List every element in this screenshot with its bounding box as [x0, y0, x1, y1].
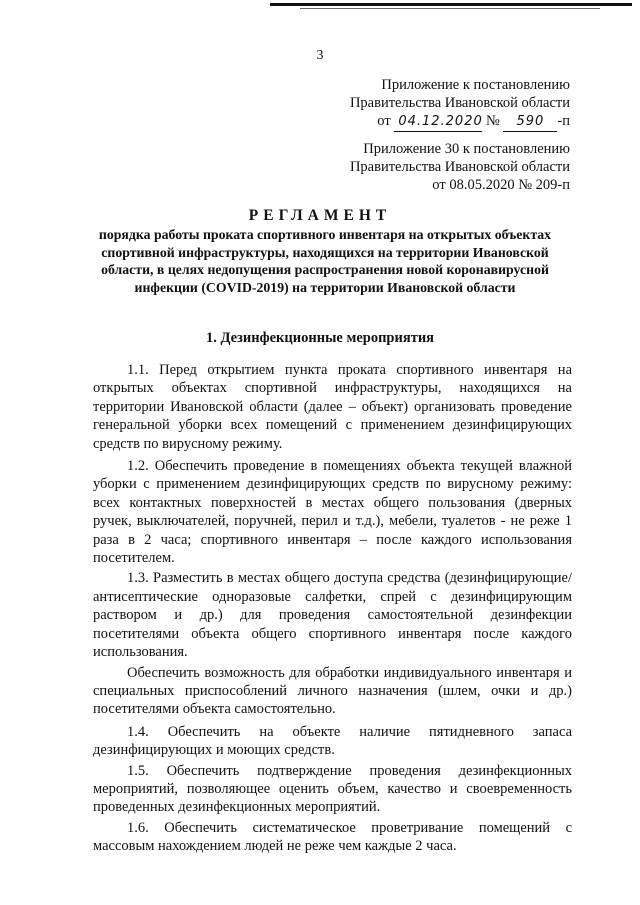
number-label: №: [485, 113, 500, 129]
appendix-date-line: [350, 112, 570, 132]
from-label: от: [377, 113, 391, 129]
paragraph-1-1: 1.1. Перед открытием пункта проката спортивного инвентаря на открытых объектах спортивной инфраструктуры, находящихся на территории Ивановской области (далее – объект) организовать проведение генеральной уборки всех помещений с применением дезинфицирующих средств по вирусному режиму.: [93, 362, 572, 452]
paragraph-1-3-cont: Обеспечить возможность для обработки индивидуального инвентаря и специальных приспособлений личного назначения (шлем, очки и др.) посетителями объекта самостоятельно.: [93, 664, 572, 718]
scan-top-border: [270, 3, 632, 6]
handwritten-number: 590: [503, 113, 557, 132]
appendix-original-line-3: от 08.05.2020 № 209-п: [432, 177, 570, 193]
appendix-line-2: Правительства Ивановской области: [349, 95, 570, 111]
document-title: РЕГЛАМЕНТ: [248, 207, 392, 224]
appendix-block-current: [350, 76, 570, 132]
paragraph-1-2: 1.2. Обеспечить проведение в помещениях объекта текущей влажной уборки с применением дезинфицирующих средств по вирусному режиму: всех контактных поверхностей в местах общего пользования (дверных ручек, выключателей, поручней, перил и т.д.), мебели, туалетов - не реже 1 раза в 2 часа; спортивного инвентаря – после каждого использования посетителем.: [93, 458, 572, 567]
handwritten-date: 04.12.2020: [394, 113, 482, 132]
document-subtitle: порядка работы проката спортивного инвентаря на открытых объектах спортивной инфраструктуры, находящихся на территории Ивановской области, в целях недопущения распространения новой коронавирусной инфекции (COVID-2019) на территории Ивановской области: [98, 227, 552, 295]
paragraph-1-6: 1.6. Обеспечить систематическое проветривание помещений с массовым нахождением людей не реже чем каждые 2 часа.: [93, 819, 572, 855]
page-number: 3: [316, 48, 324, 63]
paragraph-1-5: 1.5. Обеспечить подтверждение проведения дезинфекционных мероприятий, позволяющее оценить объем, качество и своевременность проведенных дезинфекционных мероприятий.: [93, 762, 572, 816]
appendix-original-line-1: Приложение 30 к постановлению: [363, 141, 570, 157]
section-heading: 1. Дезинфекционные мероприятия: [205, 330, 435, 346]
appendix-line-1: Приложение к постановлению: [381, 77, 570, 93]
appendix-block-original: [350, 140, 570, 194]
appendix-original-line-2: Правительства Ивановской области: [349, 159, 570, 175]
scan-top-border-thin: [300, 8, 600, 9]
paragraph-1-4: 1.4. Обеспечить на объекте наличие пятидневного запаса дезинфицирующих и моющих средств.: [93, 723, 572, 759]
number-suffix: -п: [557, 113, 570, 129]
paragraph-1-3: 1.3. Разместить в местах общего доступа средства (дезинфицирующие/антисептические одноразовые салфетки, спрей с дезинфицирующим раствором и др.) для проведения самостоятельной дезинфекции посетителями объекта общего спортивного инвентаря после каждого использования.: [93, 570, 572, 661]
document-body: [93, 361, 572, 858]
